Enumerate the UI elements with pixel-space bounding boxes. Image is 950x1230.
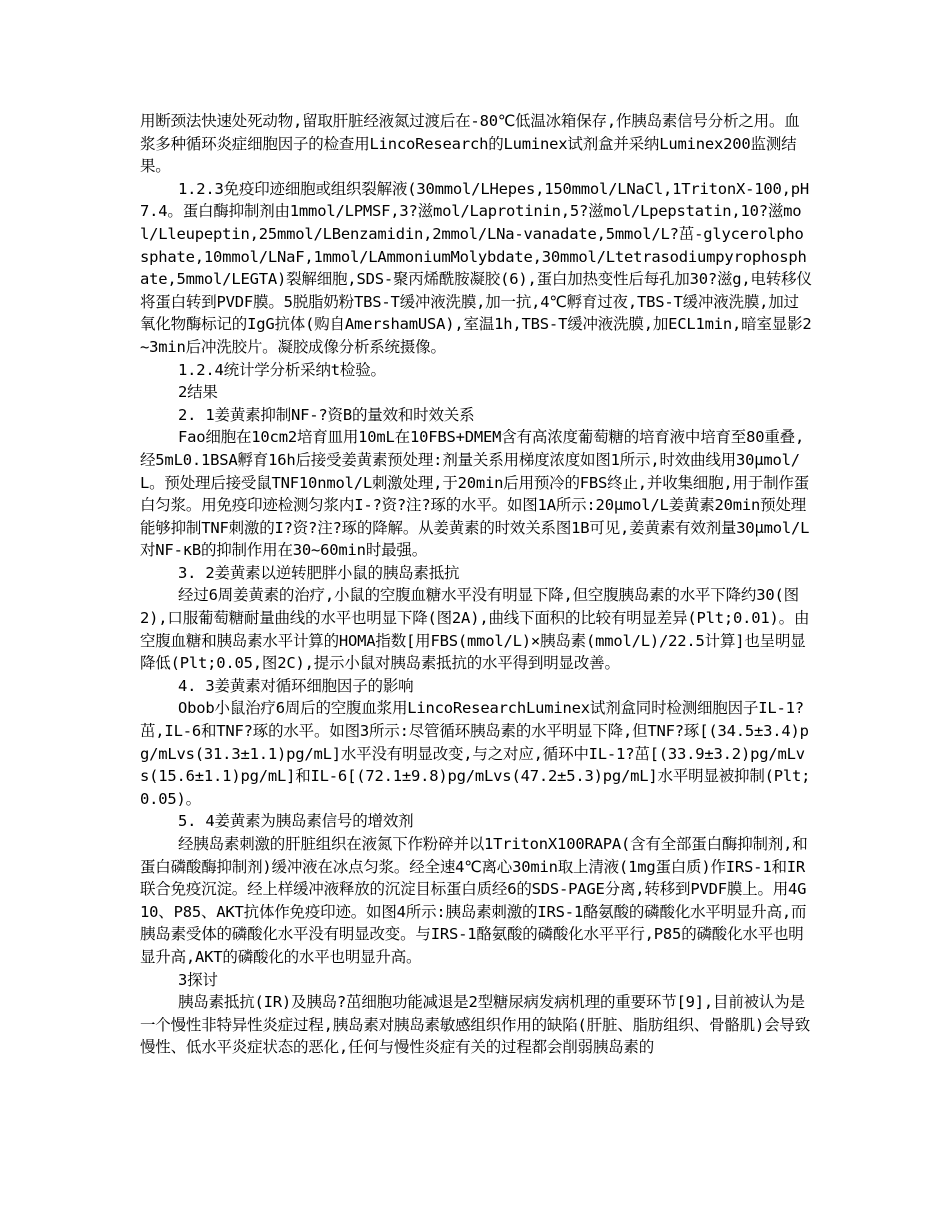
paragraph-statistics: 1.2.4统计学分析采纳t检验。 (178, 360, 386, 379)
paragraph-methods-sampling: 用断颈法快速处死动物,留取肝脏经液氮过渡后在-80℃低温冰箱保存,作胰岛素信号分析之用。血浆多种循环炎症细胞因子的检查用LincoResearch的Luminex试剂盒并采纳Luminex200监测结果。 (140, 112, 800, 176)
subheading-insulin-resistance: 3. 2姜黄素以逆转肥胖小鼠的胰岛素抵抗 (178, 563, 460, 582)
subheading-nfkb-dose-time: 2. 1姜黄素抑制NF-?资B的量效和时效关系 (178, 405, 475, 424)
document-body (140, 110, 812, 1059)
paragraph-western-blot-method: 1.2.3免疫印迹细胞或组织裂解液(30mmol/LHepes,150mmol/LNaCl,1TritonX-100,pH7.4。蛋白酶抑制剂由1mmol/LPMSF,3?滋mol/Laprotinin,5?滋mol/Lpepstatin,10?滋mol/Lleupeptin,25mmol/LBenzamidin,2mmol/LNa-vanadate,5mmol/L?茁-glycerolphosphate,10mmol/LNaF,1mmol/LAmmoniumMolybdate,30mmol/Ltetrasodiumpyrophosphate,5mmol/LEGTA)裂解细胞,SDS-聚丙烯酰胺凝胶(6),蛋白加热变性后每孔加30?滋g,电转移仪将蛋白转到PVDF膜。5脱脂奶粉TBS-T缓冲液洗膜,加一抗,4℃孵育过夜,TBS-T缓冲液洗膜,加过氧化物酶标记的IgG抗体(购自AmershamUSA),室温1h,TBS-T缓冲液洗膜,加ECL1min,暗室显影2~3min后冲洗胶片。凝胶成像分析系统摄像。 (140, 179, 812, 356)
subheading-insulin-signaling: 5. 4姜黄素为胰岛素信号的增效剂 (178, 812, 414, 831)
paragraph-fao-cells: Fao细胞在10cm2培育皿用10mL在10FBS+DMEM含有高浓度葡萄糖的培育液中培育至80重叠,经5mL0.1BSA孵育16h后接受姜黄素预处理:剂量关系用梯度浓度如图1所示,时效曲线用30μmol/L。预处理后接受鼠TNF10nmol/L刺激处理,于20min后用预冷的FBS终止,并收集细胞,用于制作蛋白匀浆。用免疫印迹检测匀浆内I-?资?注?琢的水平。如图1A所示:20μmol/L姜黄素20min预处理能够抑制TNF刺激的I?资?注?琢的降解。从姜黄素的时效关系图1B可见,姜黄素有效剂量30μmol/L对NF-κB的抑制作用在30~60min时最强。 (140, 428, 810, 560)
section-heading-discussion: 3探讨 (178, 970, 218, 989)
paragraph-insulin-resistance-results: 经过6周姜黄素的治疗,小鼠的空腹血糖水平没有明显下降,但空腹胰岛素的水平下降约30(图2),口服葡萄糖耐量曲线的水平也明显下降(图2A),曲线下面积的比较有明显差异(Plt;0.01)。由空腹血糖和胰岛素水平计算的HOMA指数[用FBS(mmol/L)×胰岛素(mmol/L)/22.5计算]也呈明显降低(Plt;0.05,图2C),提示小鼠对胰岛素抵抗的水平得到明显改善。 (140, 586, 810, 673)
paragraph-discussion: 胰岛素抵抗(IR)及胰岛?茁细胞功能减退是2型糖尿病发病机理的重要环节[9],目前被认为是一个慢性非特异性炎症过程,胰岛素对胰岛素敏感组织作用的缺陷(肝脏、脂肪组织、骨骼肌)会导致慢性、低水平炎症状态的恶化,任何与慢性炎症有关的过程都会削弱胰岛素的 (140, 993, 810, 1057)
subheading-cytokines: 4. 3姜黄素对循环细胞因子的影响 (178, 676, 414, 695)
paragraph-cytokines-results: Obob小鼠治疗6周后的空腹血浆用LincoResearchLuminex试剂盒同时检测细胞因子IL-1?茁,IL-6和TNF?琢的水平。如图3所示:尽管循环胰岛素的水平明显下降,但TNF?琢[(34.5±3.4)pg/mLvs(31.3±1.1)pg/mL]水平没有明显改变,与之对应,循环中IL-1?茁[(33.9±3.2)pg/mLvs(15.6±1.1)pg/mL]和IL-6[(72.1±9.8)pg/mLvs(47.2±5.3)pg/mL]水平明显被抑制(Plt;0.05)。 (140, 699, 811, 808)
paragraph-insulin-signaling-results: 经胰岛素刺激的肝脏组织在液氮下作粉碎并以1TritonX100RAPA(含有全部蛋白酶抑制剂,和蛋白磷酸酶抑制剂)缓冲液在冰点匀浆。经全速4℃离心30min取上清液(1mg蛋白质)作IRS-1和IR联合免疫沉淀。经上样缓冲液释放的沉淀目标蛋白质经6的SDS-PAGE分离,转移到PVDF膜上。用4G10、P85、AKT抗体作免疫印迹。如图4所示:胰岛素刺激的IRS-1酪氨酸的磷酸化水平明显升高,而胰岛素受体的磷酸化水平没有明显改变。与IRS-1酪氨酸的磷酸化水平平行,P85的磷酸化水平也明显升高,AKT的磷酸化的水平也明显升高。 (140, 835, 808, 966)
section-heading-results: 2结果 (178, 383, 218, 402)
